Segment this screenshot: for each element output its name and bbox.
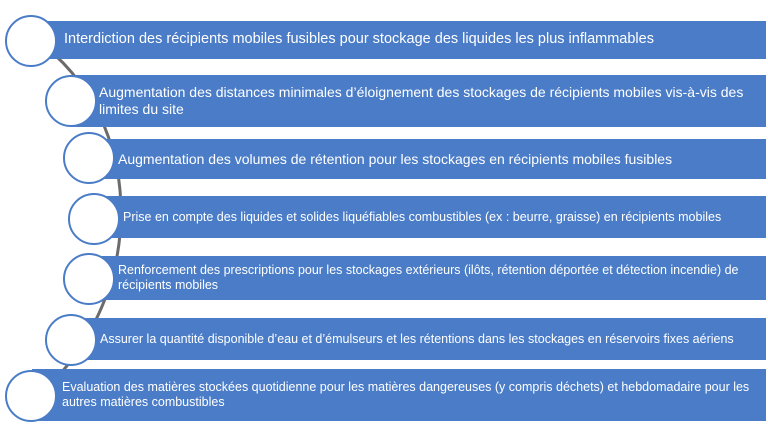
list-item [32,369,766,421]
list-item-label: Renforcement des prescriptions pour les stockages extérieurs (ilôts, rétention déportée et détection incendie) de récipients mobiles [118,263,739,292]
bullet-circle-icon [63,132,115,184]
bullet-circle-icon [63,253,115,305]
list-item [90,256,766,300]
list-item-label: Assurer la quantité disponible d’eau et d’émulseurs et les rétentions dans les stockages en réservoirs fixes aériens [100,331,734,346]
bullet-circle-icon [5,370,57,422]
bullet-circle-icon [68,193,120,245]
list-item [70,318,766,360]
list-item-label: Prise en compte des liquides et solides liquéfiables combustibles (ex : beurre, graisse) en récipients mobiles [123,209,722,224]
bullet-circle-icon [5,15,57,67]
list-item [72,75,766,127]
list-item-label: Augmentation des volumes de rétention pour les stockages en récipients mobiles fusibles [118,150,673,167]
bullet-circle-icon [45,75,97,127]
list-item [32,21,766,59]
list-item-label: Interdiction des récipients mobiles fusibles pour stockage des liquides les plus inflammables [64,31,654,48]
list-item-label: Evaluation des matières stockées quotidienne pour les matières dangereuses (y compris déchets) et hebdomadaire pour les autres matières combustibles [62,380,750,409]
list-item [90,139,766,179]
bullet-circle-icon [45,314,97,366]
list-item-label: Augmentation des distances minimales d’éloignement des stockages de récipients mobiles vis-à-vis des limites du site [99,84,744,117]
list-item [95,196,766,238]
